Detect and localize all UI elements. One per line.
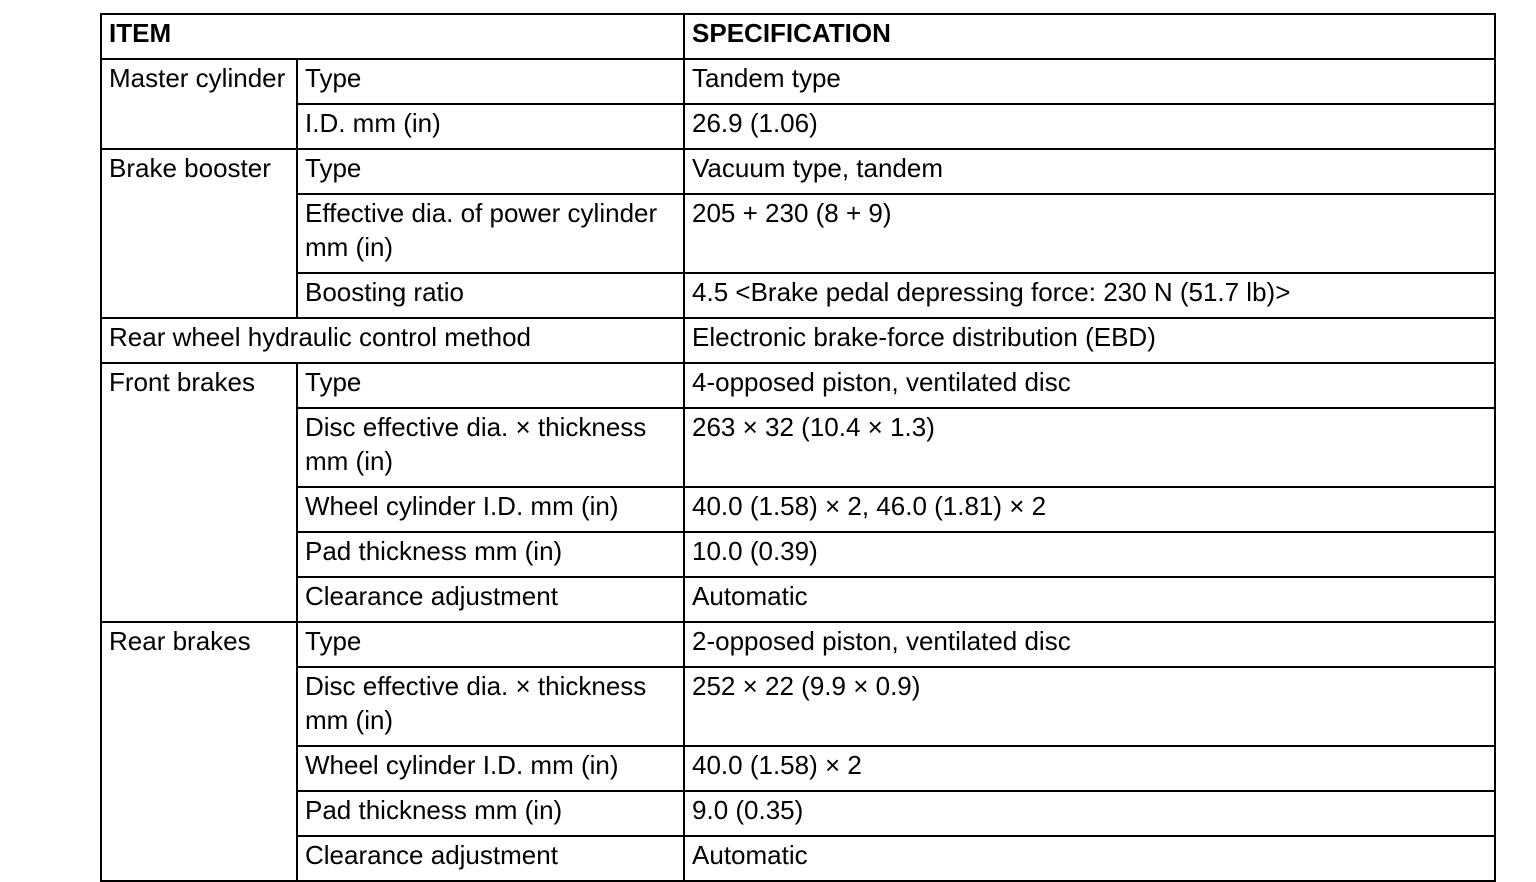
table-row [101, 487, 1495, 532]
item-value: 40.0 (1.58) × 2, 46.0 (1.81) × 2 [684, 487, 1495, 532]
item-value: Automatic [684, 577, 1495, 622]
item-name: Effective dia. of power cylinder mm (in) [297, 194, 684, 273]
group-label-rear-wheel-hydraulic: Rear wheel hydraulic control method [101, 318, 684, 363]
item-value: 205 + 230 (8 + 9) [684, 194, 1495, 273]
item-name: Disc effective dia. × thickness mm (in) [297, 408, 684, 487]
item-value: 252 × 22 (9.9 × 0.9) [684, 667, 1495, 746]
item-value: 40.0 (1.58) × 2 [684, 746, 1495, 791]
header-item: ITEM [101, 14, 684, 59]
item-value: 26.9 (1.06) [684, 104, 1495, 149]
item-name: Boosting ratio [297, 273, 684, 318]
item-value: 10.0 (0.39) [684, 532, 1495, 577]
table-row [101, 194, 1495, 273]
item-value: Vacuum type, tandem [684, 149, 1495, 194]
item-name: Type [297, 363, 684, 408]
item-name: Pad thickness mm (in) [297, 532, 684, 577]
table-row [101, 622, 1495, 667]
item-value: Tandem type [684, 59, 1495, 104]
table-row [101, 318, 1495, 363]
item-name: Pad thickness mm (in) [297, 791, 684, 836]
item-value: 9.0 (0.35) [684, 791, 1495, 836]
table-row [101, 273, 1495, 318]
table-row [101, 104, 1495, 149]
item-name: Type [297, 622, 684, 667]
item-name: Clearance adjustment [297, 836, 684, 881]
item-value: 2-opposed piston, ventilated disc [684, 622, 1495, 667]
header-specification: SPECIFICATION [684, 14, 1495, 59]
item-name: Type [297, 59, 684, 104]
item-value: 4.5 <Brake pedal depressing force: 230 N (51.7 lb)> [684, 273, 1495, 318]
table-row [101, 149, 1495, 194]
table-row [101, 408, 1495, 487]
table-row [101, 836, 1495, 881]
group-label-front-brakes: Front brakes [101, 363, 297, 622]
item-name: Type [297, 149, 684, 194]
group-label-brake-booster: Brake booster [101, 149, 297, 318]
item-name: Wheel cylinder I.D. mm (in) [297, 746, 684, 791]
table-row [101, 363, 1495, 408]
table-row [101, 577, 1495, 622]
item-name: Disc effective dia. × thickness mm (in) [297, 667, 684, 746]
header-row [101, 14, 1495, 59]
table-row [101, 532, 1495, 577]
group-label-master-cylinder: Master cylinder [101, 59, 297, 149]
item-name: I.D. mm (in) [297, 104, 684, 149]
item-value: Electronic brake-force distribution (EBD) [684, 318, 1495, 363]
item-value: 4-opposed piston, ventilated disc [684, 363, 1495, 408]
item-value: Automatic [684, 836, 1495, 881]
table-row [101, 791, 1495, 836]
specification-table [100, 13, 1496, 882]
group-label-rear-brakes: Rear brakes [101, 622, 297, 881]
item-name: Clearance adjustment [297, 577, 684, 622]
item-name: Wheel cylinder I.D. mm (in) [297, 487, 684, 532]
table-row [101, 667, 1495, 746]
table-row [101, 746, 1495, 791]
item-value: 263 × 32 (10.4 × 1.3) [684, 408, 1495, 487]
table-row [101, 59, 1495, 104]
